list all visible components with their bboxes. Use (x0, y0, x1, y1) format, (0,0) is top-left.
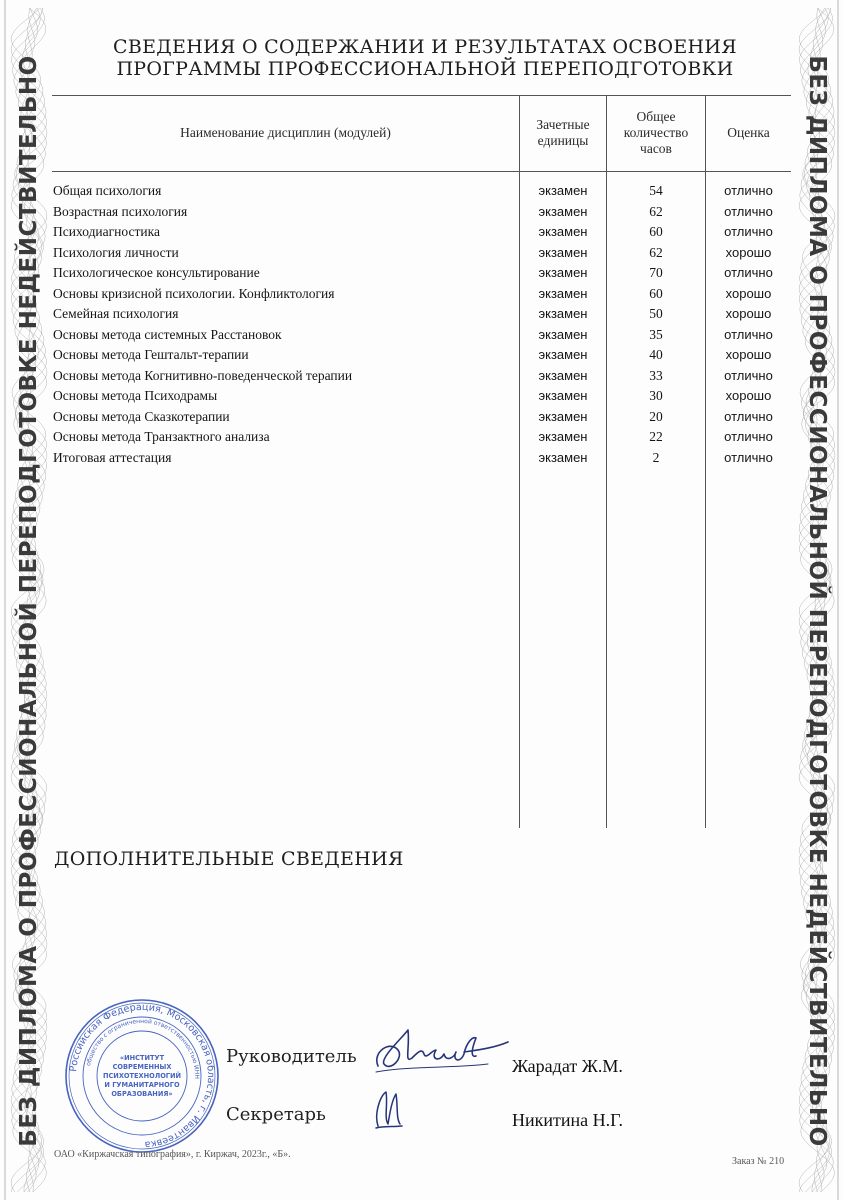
discipline-name-cell: Основы метода Психодрамы (53, 388, 218, 403)
table-row (52, 304, 791, 325)
table-header-rule (52, 171, 791, 172)
institution-seal (62, 996, 222, 1156)
table-row (52, 366, 791, 387)
header-credits-line: единицы (537, 133, 589, 148)
header-hours-line: Общее (636, 109, 676, 124)
table-row (52, 222, 791, 243)
secretary-signature-label: Секретарь (226, 1104, 326, 1125)
header-grade: Оценка (727, 125, 770, 140)
discipline-name-cell: Психологическое консультирование (53, 265, 260, 280)
table-row (52, 202, 791, 223)
credits-cell: экзамен (538, 367, 588, 383)
credits-cell: экзамен (538, 265, 588, 280)
left-validity-notice: БЕЗ ДИПЛОМА О ПРОФЕССИОНАЛЬНОЙ ПЕРЕПОДГОТОВКЕ НЕДЕЙСТВИТЕЛЬНО (16, 55, 42, 1147)
table-row (52, 448, 791, 469)
credits-cell: экзамен (538, 244, 588, 260)
grade-cell: хорошо (725, 347, 772, 362)
seal-inner-ring-text: общество с ограниченной ответственностью ИНН (85, 1017, 201, 1079)
table-row (52, 345, 791, 366)
hours-cell: 62 (649, 203, 663, 219)
seal-ring-text: Российская Федерация, Московская область, г. Ивантеевка (68, 1001, 217, 1150)
right-guilloche-border (794, 8, 840, 1194)
header-hours-line: количество (623, 125, 689, 140)
table-row (52, 181, 791, 202)
secretary-signature (372, 1086, 406, 1130)
hours-cell: 40 (649, 347, 663, 362)
table-row (52, 407, 791, 428)
credits-cell: экзамен (538, 449, 588, 465)
grade-cell: хорошо (725, 244, 772, 260)
seal-center-line: ПСИХОТЕХНОЛОГИЙ (102, 1072, 182, 1080)
table-row (52, 386, 791, 407)
order-number: Заказ № 210 (732, 1156, 785, 1167)
grade-cell: отлично (724, 429, 773, 444)
additional-info-title: ДОПОЛНИТЕЛЬНЫЕ СВЕДЕНИЯ (54, 848, 404, 870)
grade-cell: отлично (724, 265, 773, 280)
grade-cell: отлично (724, 367, 773, 383)
hours-cell: 35 (649, 326, 663, 342)
discipline-name-cell: Семейная психология (53, 306, 179, 321)
grade-cell: отлично (724, 183, 773, 198)
discipline-name-cell: Возрастная психология (53, 203, 188, 219)
hours-cell: 30 (649, 388, 663, 403)
hours-cell: 2 (652, 449, 660, 465)
table-row (52, 284, 791, 305)
secretary-name: Никитина Н.Г. (512, 1110, 624, 1130)
hours-cell: 62 (649, 244, 663, 260)
left-guilloche-border (6, 8, 52, 1194)
seal-center-line: «ИНСТИТУТ (119, 1054, 165, 1062)
hours-cell: 22 (649, 429, 663, 444)
grade-cell: хорошо (725, 388, 772, 403)
hours-cell: 33 (649, 367, 663, 383)
page-title-line-2: ПРОГРАММЫ ПРОФЕССИОНАЛЬНОЙ ПЕРЕПОДГОТОВКИ (116, 58, 734, 80)
credits-cell: экзамен (538, 306, 588, 321)
hours-cell: 60 (649, 285, 663, 301)
grade-cell: отлично (724, 449, 773, 465)
grade-cell: отлично (724, 224, 773, 239)
head-signature-label: Руководитель (226, 1046, 357, 1067)
header-discipline-name: Наименование дисциплин (модулей) (180, 125, 391, 140)
table-row (52, 263, 791, 284)
credits-cell: экзамен (538, 183, 588, 198)
discipline-name-cell: Психология личности (53, 244, 179, 260)
header-hours-line: часов (640, 141, 672, 156)
credits-cell: экзамен (538, 326, 588, 342)
hours-cell: 20 (649, 408, 663, 424)
head-name: Жарадат Ж.М. (512, 1056, 623, 1076)
header-credits-line: Зачетные (536, 117, 590, 132)
grade-cell: отлично (724, 408, 773, 424)
seal-center-line: ОБРАЗОВАНИЯ» (111, 1090, 173, 1098)
credits-cell: экзамен (538, 285, 588, 301)
header-total-hours (607, 95, 705, 171)
discipline-name-cell: Основы кризисной психологии. Конфликтология (53, 285, 335, 301)
header-credits (520, 95, 606, 171)
grade-cell: хорошо (725, 285, 772, 301)
discipline-name-cell: Общая психология (53, 183, 162, 198)
credits-cell: экзамен (538, 203, 588, 219)
discipline-name-cell: Основы метода Транзактного анализа (53, 429, 270, 444)
hours-cell: 60 (649, 224, 663, 239)
discipline-name-cell: Итоговая аттестация (53, 449, 172, 465)
table-row (52, 325, 791, 346)
grade-cell: отлично (724, 203, 773, 219)
grade-cell: хорошо (725, 306, 772, 321)
right-validity-notice: БЕЗ ДИПЛОМА О ПРОФЕССИОНАЛЬНОЙ ПЕРЕПОДГОТОВКЕ НЕДЕЙСТВИТЕЛЬНО (804, 55, 830, 1147)
credits-cell: экзамен (538, 347, 588, 362)
disciplines-table (52, 95, 791, 828)
head-signature (368, 1014, 518, 1080)
credits-cell: экзамен (538, 224, 588, 239)
table-row (52, 427, 791, 448)
printer-imprint: ОАО «Киржачская типография», г. Киржач, 2023г., «Б». (54, 1149, 291, 1160)
discipline-name-cell: Основы метода Гештальт-терапии (53, 347, 249, 362)
seal-center-line: СОВРЕМЕННЫХ (112, 1063, 172, 1071)
credits-cell: экзамен (538, 408, 588, 424)
grade-cell: отлично (724, 326, 773, 342)
credits-cell: экзамен (538, 388, 588, 403)
hours-cell: 54 (649, 183, 663, 198)
discipline-name-cell: Основы метода Когнитивно-поведенческой терапии (53, 367, 353, 383)
page-title-line-1: СВЕДЕНИЯ О СОДЕРЖАНИИ И РЕЗУЛЬТАТАХ ОСВОЕНИЯ (113, 36, 737, 58)
page-title (60, 36, 790, 80)
hours-cell: 70 (649, 265, 663, 280)
discipline-name-cell: Психодиагностика (53, 224, 160, 239)
table-row (52, 243, 791, 264)
discipline-name-cell: Основы метода системных Расстановок (53, 326, 282, 342)
seal-center-line: И ГУМАНИТАРНОГО (104, 1081, 180, 1089)
credits-cell: экзамен (538, 429, 588, 444)
hours-cell: 50 (649, 306, 663, 321)
discipline-name-cell: Основы метода Сказкотерапии (53, 408, 230, 424)
